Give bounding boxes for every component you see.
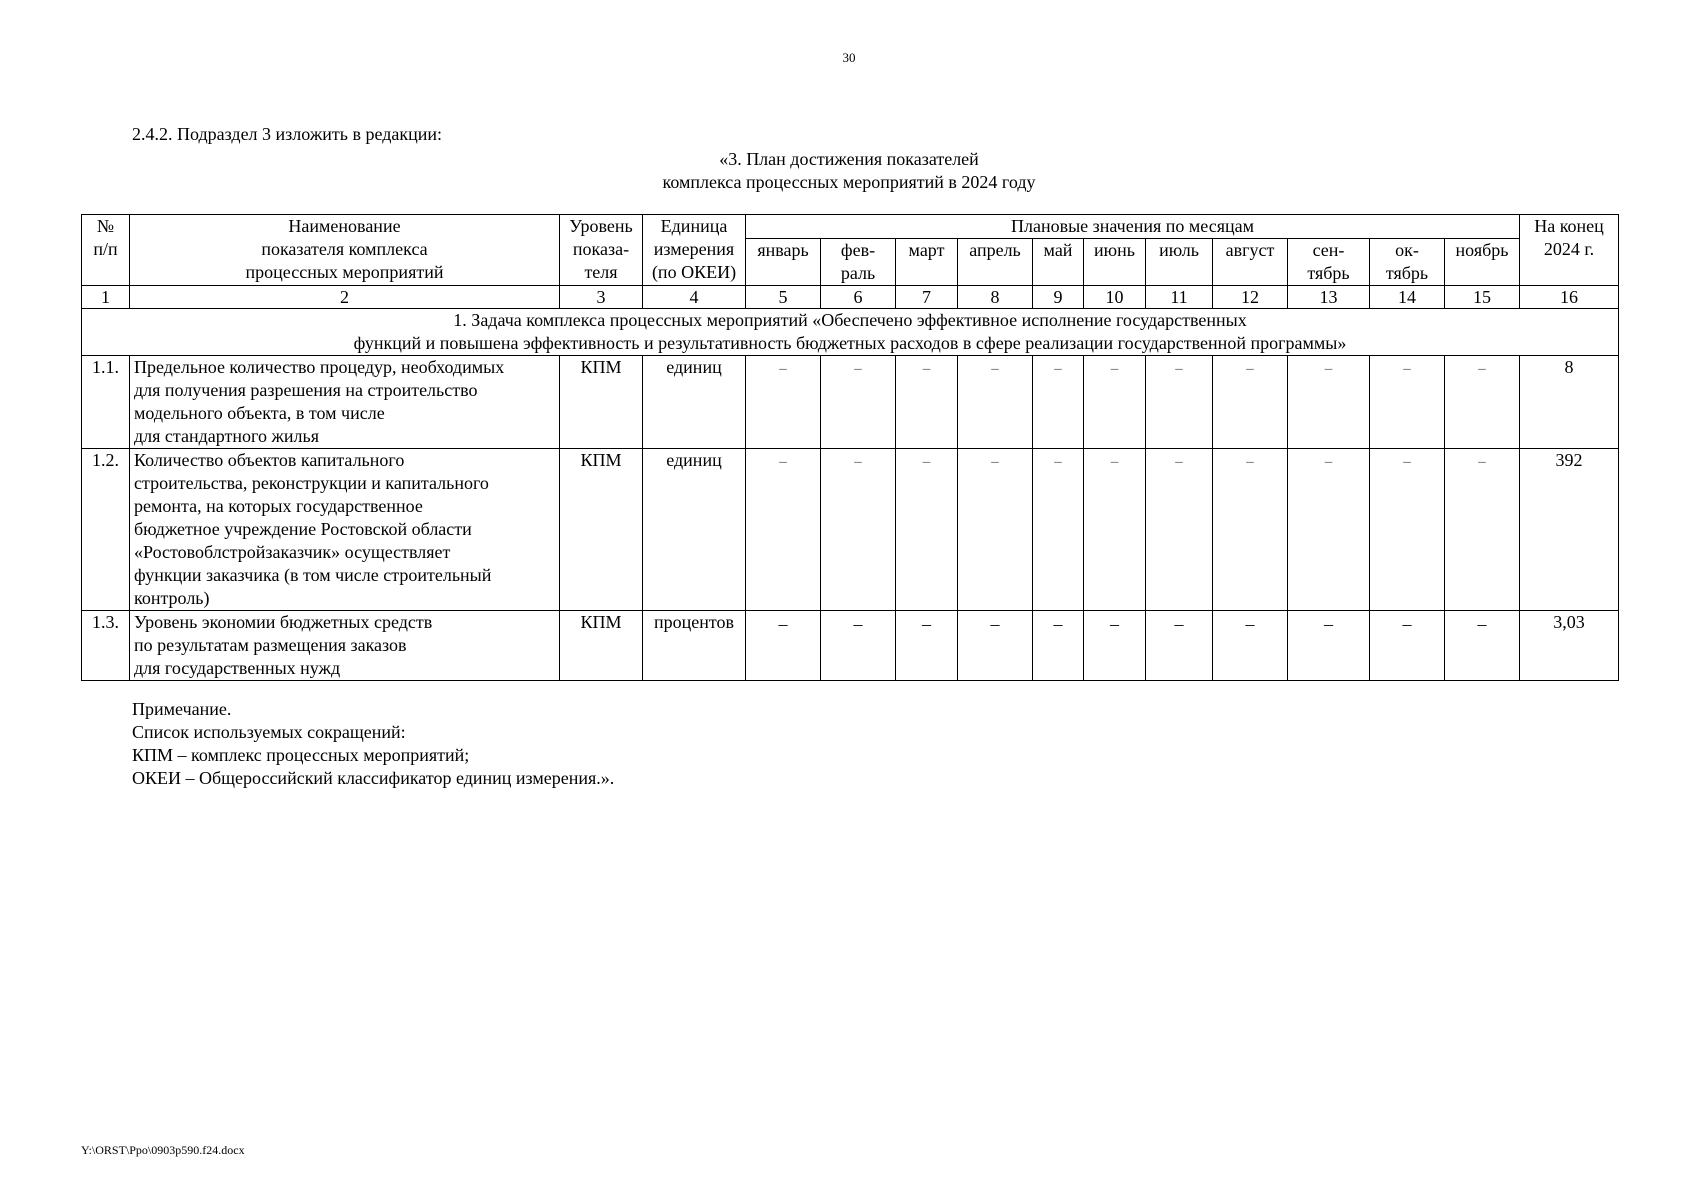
- column-number: 3: [560, 286, 643, 309]
- month-value: –: [1370, 611, 1445, 681]
- header-month-may: май: [1033, 239, 1084, 286]
- month-value: –: [896, 449, 958, 611]
- column-number-row: [82, 286, 1619, 309]
- note-item: КПМ – комплекс процессных мероприятий;: [132, 745, 470, 765]
- column-number: 13: [1288, 286, 1370, 309]
- month-value: –: [1288, 449, 1370, 611]
- column-number: 7: [896, 286, 958, 309]
- heading-line-2: комплекса процессных мероприятий в 2024 году: [662, 172, 1036, 192]
- month-value: –: [896, 356, 958, 449]
- column-number: 16: [1520, 286, 1619, 309]
- note-list-title: Список используемых сокращений:: [132, 722, 406, 742]
- header-month-january: январь: [746, 239, 821, 286]
- month-value: –: [1288, 611, 1370, 681]
- month-value: –: [958, 611, 1033, 681]
- month-value: –: [1213, 356, 1288, 449]
- row-number: 1.3.: [82, 611, 130, 681]
- header-month-march: март: [896, 239, 958, 286]
- indicator-level: КПМ: [560, 356, 643, 449]
- table-row: [82, 356, 1619, 449]
- note-item: ОКЕИ – Общероссийский классификатор единиц измерения.».: [132, 768, 615, 788]
- table-row: [82, 449, 1619, 611]
- row-number: 1.2.: [82, 449, 130, 611]
- footer-file-path: Y:\ORST\Ppo\0903p590.f24.docx: [81, 1143, 245, 1157]
- header-month-november: ноябрь: [1445, 239, 1520, 286]
- month-value: –: [746, 611, 821, 681]
- page-number: 30: [842, 50, 856, 65]
- indicator-level: КПМ: [560, 611, 643, 681]
- column-number: 8: [958, 286, 1033, 309]
- column-number: 9: [1033, 286, 1084, 309]
- header-month-july: июль: [1146, 239, 1213, 286]
- column-number: 6: [821, 286, 896, 309]
- month-value: –: [1033, 449, 1084, 611]
- header-num: № п/п: [82, 215, 130, 286]
- month-value: –: [1445, 356, 1520, 449]
- column-number: 2: [130, 286, 560, 309]
- row-number: 1.1.: [82, 356, 130, 449]
- header-month-june: июнь: [1084, 239, 1146, 286]
- month-value: –: [1084, 449, 1146, 611]
- header-unit: Единица измерения (по ОКЕИ): [643, 215, 746, 286]
- header-monthly: Плановые значения по месяцам: [746, 215, 1520, 239]
- month-value: –: [821, 611, 896, 681]
- header-month-august: август: [1213, 239, 1288, 286]
- month-value: –: [1146, 449, 1213, 611]
- month-value: –: [1033, 356, 1084, 449]
- month-value: –: [1445, 611, 1520, 681]
- month-value: –: [1370, 449, 1445, 611]
- indicator-name: Количество объектов капитального строительства, реконструкции и капитального ремонта, на которых государственное бюджетное учреждение Ростовской области «Ростовоблстройзаказчик» осуществляет функции заказчика (в том числе строительный контроль): [130, 449, 560, 611]
- month-value: –: [1288, 356, 1370, 449]
- indicator-unit: процентов: [643, 611, 746, 681]
- indicator-unit: единиц: [643, 449, 746, 611]
- month-value: –: [821, 356, 896, 449]
- header-month-october: ок- тябрь: [1370, 239, 1445, 286]
- column-number: 1: [82, 286, 130, 309]
- indicator-name: Уровень экономии бюджетных средств по результатам размещения заказов для государственных нужд: [130, 611, 560, 681]
- column-number: 11: [1146, 286, 1213, 309]
- column-number: 14: [1370, 286, 1445, 309]
- task-cell: [82, 309, 1619, 356]
- column-number: 4: [643, 286, 746, 309]
- intro-text: 2.4.2. Подраздел 3 изложить в редакции:: [132, 124, 443, 144]
- header-month-september: сен- тябрь: [1288, 239, 1370, 286]
- header-month-april: апрель: [958, 239, 1033, 286]
- plan-table: [81, 214, 1619, 681]
- month-value: –: [746, 356, 821, 449]
- end-of-year-value: 392: [1520, 449, 1619, 611]
- note-title: Примечание.: [132, 699, 232, 719]
- header-name: Наименование показателя комплекса процессных мероприятий: [130, 215, 560, 286]
- header-month-february: фев- раль: [821, 239, 896, 286]
- header-end: На конец 2024 г.: [1520, 215, 1619, 286]
- header-level: Уровень показа- теля: [560, 215, 643, 286]
- column-number: 15: [1445, 286, 1520, 309]
- month-value: –: [1370, 356, 1445, 449]
- end-of-year-value: 3,03: [1520, 611, 1619, 681]
- indicator-level: КПМ: [560, 449, 643, 611]
- month-value: –: [958, 449, 1033, 611]
- section-heading: [0, 148, 1698, 194]
- table-row: [82, 611, 1619, 681]
- column-number: 12: [1213, 286, 1288, 309]
- task-line-2: функций и повышена эффективность и результативность бюджетных расходов в сфере реализации государственной программы»: [353, 333, 1347, 353]
- heading-line-1: «3. План достижения показателей: [719, 149, 979, 169]
- month-value: –: [1084, 356, 1146, 449]
- month-value: –: [1146, 611, 1213, 681]
- month-value: –: [1146, 356, 1213, 449]
- month-value: –: [958, 356, 1033, 449]
- month-value: –: [1033, 611, 1084, 681]
- end-of-year-value: 8: [1520, 356, 1619, 449]
- month-value: –: [1445, 449, 1520, 611]
- header-row-top: [82, 215, 1619, 239]
- column-number: 10: [1084, 286, 1146, 309]
- month-value: –: [1213, 611, 1288, 681]
- month-value: –: [746, 449, 821, 611]
- month-value: –: [896, 611, 958, 681]
- month-value: –: [821, 449, 896, 611]
- indicator-unit: единиц: [643, 356, 746, 449]
- task-row: [82, 309, 1619, 356]
- task-line-1: 1. Задача комплекса процессных мероприятий «Обеспечено эффективное исполнение государственных: [453, 310, 1247, 330]
- month-value: –: [1084, 611, 1146, 681]
- note-block: [132, 698, 614, 790]
- column-number: 5: [746, 286, 821, 309]
- indicator-name: Предельное количество процедур, необходимых для получения разрешения на строительство модельного объекта, в том числе для стандартного жилья: [130, 356, 560, 449]
- month-value: –: [1213, 449, 1288, 611]
